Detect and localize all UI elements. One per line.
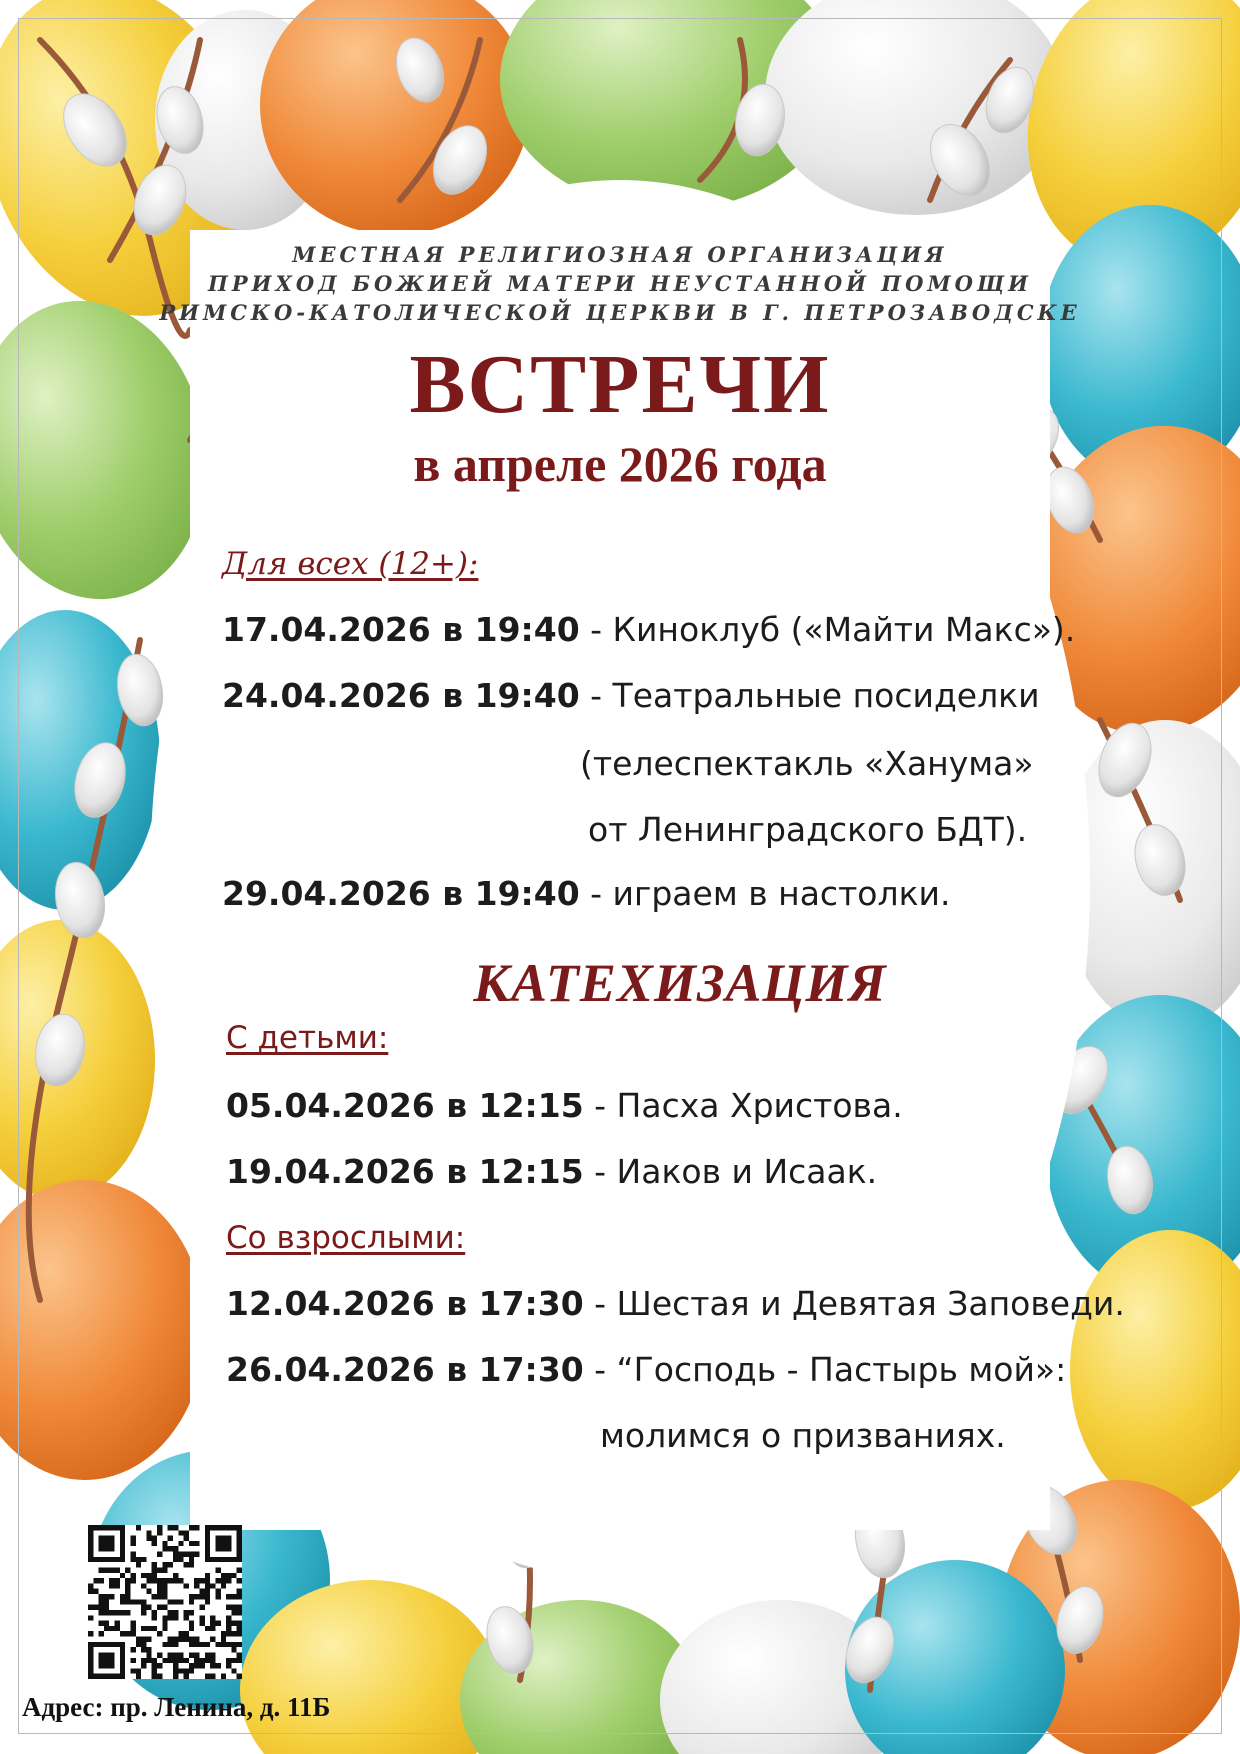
page-title: ВСТРЕЧИ bbox=[409, 338, 831, 431]
event-text: - Иаков и Исаак. bbox=[583, 1152, 878, 1191]
event-text: - Пасха Христова. bbox=[583, 1086, 903, 1125]
event-text: - Киноклуб («Майти Макс»). bbox=[579, 610, 1076, 649]
event-item bbox=[222, 676, 1040, 715]
page-subtitle: в апреле 2026 года bbox=[413, 436, 827, 492]
event-text: - играем в настолки. bbox=[579, 874, 951, 913]
event-datetime: 19.04.2026 в 12:15 bbox=[226, 1152, 584, 1191]
event-datetime: 12.04.2026 в 17:30 bbox=[226, 1284, 584, 1323]
organization-line-3: РИМСКО-КАТОЛИЧЕСКОЙ ЦЕРКВИ В Г. ПЕТРОЗАВОДСКЕ bbox=[159, 300, 1081, 325]
event-text-continuation: (телеспектакль «Ханума» bbox=[580, 744, 1034, 783]
event-text-continuation: от Ленинградского БДТ). bbox=[588, 810, 1028, 849]
event-item bbox=[226, 1086, 903, 1125]
section-label-kids: С детьми: bbox=[226, 1020, 389, 1056]
qr-code-graphic bbox=[88, 1525, 242, 1679]
event-item bbox=[226, 1350, 1066, 1389]
event-text: - “Господь - Пастырь мой»: bbox=[583, 1350, 1067, 1389]
event-datetime: 05.04.2026 в 12:15 bbox=[226, 1086, 584, 1125]
event-text: - Театральные посиделки bbox=[579, 676, 1040, 715]
event-item bbox=[226, 1152, 877, 1191]
event-datetime: 24.04.2026 в 19:40 bbox=[222, 676, 580, 715]
event-text: - Шестая и Девятая Заповеди. bbox=[583, 1284, 1125, 1323]
catechesis-title: КАТЕХИЗАЦИЯ bbox=[473, 953, 887, 1013]
event-item bbox=[226, 1284, 1125, 1323]
event-datetime: 17.04.2026 в 19:40 bbox=[222, 610, 580, 649]
event-datetime: 29.04.2026 в 19:40 bbox=[222, 874, 580, 913]
event-datetime: 26.04.2026 в 17:30 bbox=[226, 1350, 584, 1389]
qr-code-icon[interactable] bbox=[88, 1525, 242, 1679]
event-item bbox=[222, 874, 950, 913]
section-label-adults: Со взрослыми: bbox=[226, 1220, 466, 1256]
event-item bbox=[222, 610, 1075, 649]
organization-line-1: МЕСТНАЯ РЕЛИГИОЗНАЯ ОРГАНИЗАЦИЯ bbox=[292, 242, 948, 267]
organization-line-2: ПРИХОД БОЖИЕЙ МАТЕРИ НЕУСТАННОЙ ПОМОЩИ bbox=[208, 271, 1032, 296]
event-text-continuation: молимся о призваниях. bbox=[600, 1416, 1006, 1455]
address: Адрес: пр. Ленина, д. 11Б bbox=[22, 1692, 331, 1722]
section-label-for-all: Для всех (12+): bbox=[222, 546, 479, 582]
